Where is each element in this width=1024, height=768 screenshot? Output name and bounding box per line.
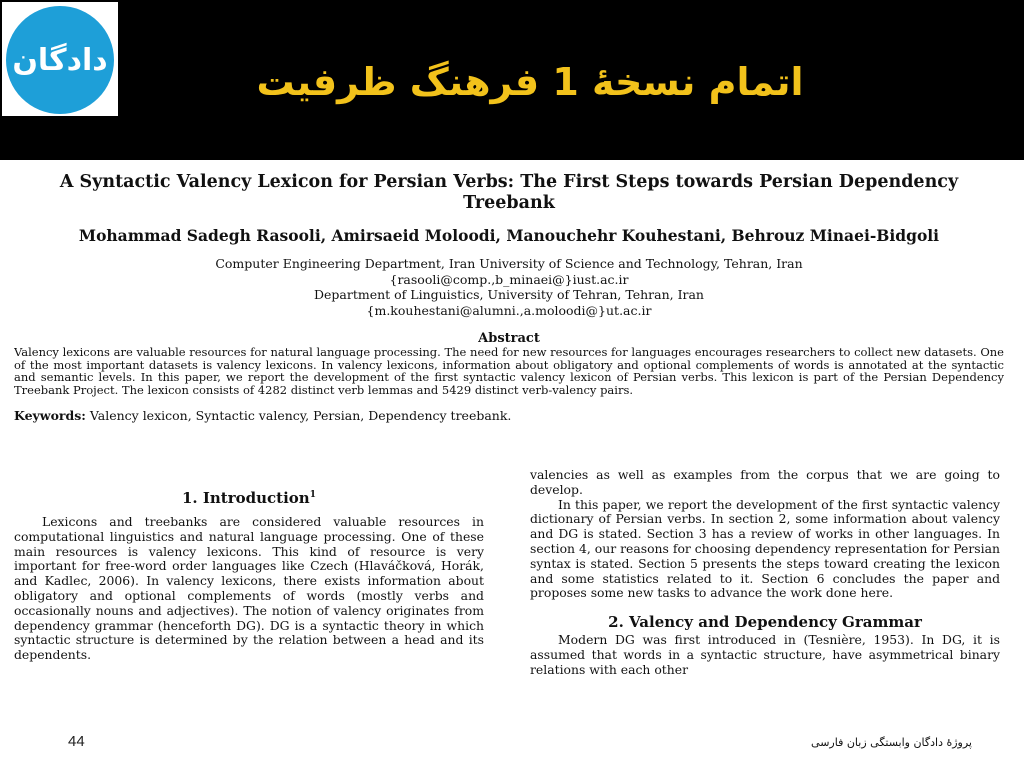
affiliation-line: {rasooli@comp.,b_minaei@}iust.ac.ir	[389, 271, 629, 287]
keywords-label: Keywords:	[14, 408, 86, 424]
section2-heading: 2. Valency and Dependency Grammar	[608, 613, 922, 632]
right-column	[530, 467, 1000, 678]
intro-text: Lexicons and treebanks are considered valuable resources in computational linguistics and natural language processing. One of these main resources is valency lexicons. This kind of resource is very important for free-word order languages like Czech (Hlaváčková, Horák, and Kadlec, 2006). In valency lexicons, there exists information about obligatory and optional complements of words (mostly verbs and occasionally nouns and adjectives). The notion of valency originates from dependency grammar (henceforth DG). DG is a syntactic theory in which syntactic structure is determined by the relation between a head and its dependents.	[14, 514, 484, 663]
affiliation-line: {m.kouhestani@alumni.,a.moloodi@}ut.ac.ir	[366, 302, 652, 318]
paper-title: A Syntactic Valency Lexicon for Persian Verbs: The First Steps towards Persian Dependency Treebank	[59, 172, 959, 213]
abstract-heading: Abstract	[478, 331, 540, 346]
paper-authors: Mohammad Sadegh Rasooli, Amirsaeid Moloodi, Manouchehr Kouhestani, Behrouz Minaei-Bidgoli	[78, 226, 940, 245]
paper-affiliations	[14, 256, 1004, 318]
left-column	[14, 470, 484, 663]
abstract-text: Valency lexicons are valuable resources for natural language processing. The need for new resources for languages encourages researchers to collect new datasets. One of the most important datasets is valency lexicons. In valency lexicons, information about obligatory and optional complements of words is annotated at the syntactic and semantic levels. In this paper, we report the development of the first syntactic valency lexicon of Persian verbs. This lexicon is part of the Persian Dependency Treebank Project. The lexicon consists of 4282 distinct verb lemmas and 5429 distinct verb-valency pairs.	[14, 345, 1004, 397]
affiliation-line: Computer Engineering Department, Iran University of Science and Technology, Tehran, Iran	[215, 256, 803, 271]
dadegan-logo	[2, 2, 118, 116]
slide-header	[0, 0, 1024, 160]
affiliation-line: Department of Linguistics, University of Tehran, Tehran, Iran	[313, 287, 704, 302]
intro-heading: 1. Introduction$^1$	[182, 489, 316, 507]
right-paragraph-2: In this paper, we report the development of the first syntactic valency dictionary of Persian verbs. In section 2, some information about valency and DG is stated. Section 3 has a review of works in other languages. In section 4, our reasons for choosing dependency representation for Persian syntax is stated. Section 5 presents the steps toward creating the lexicon and some statistics related to it. Section 6 concludes the paper and proposes some new tasks to advance the work done here.	[530, 496, 1000, 601]
logo-text: دادگان	[12, 42, 108, 78]
footer-project-text: پروژۀ دادگان وابستگی زبان فارسی	[811, 736, 972, 749]
page-number: 44	[68, 733, 85, 750]
paper-excerpt	[14, 168, 1004, 713]
footnote-marker: 1	[309, 490, 316, 500]
keywords-text: Valency lexicon, Syntactic valency, Persian, Dependency treebank.	[89, 408, 512, 424]
logo-circle	[6, 6, 114, 114]
right-paragraph-1: valencies as well as examples from the corpus that we are going to develop.	[530, 467, 1000, 497]
slide-title: اتمام نسخۀ 1 فرهنگ ظرفیت	[256, 60, 804, 104]
section2-text: Modern DG was first introduced in (Tesnière, 1953). In DG, it is assumed that words in a syntactic structure, have asymmetrical binary relations with each other	[530, 632, 1000, 677]
keywords	[14, 408, 1004, 423]
